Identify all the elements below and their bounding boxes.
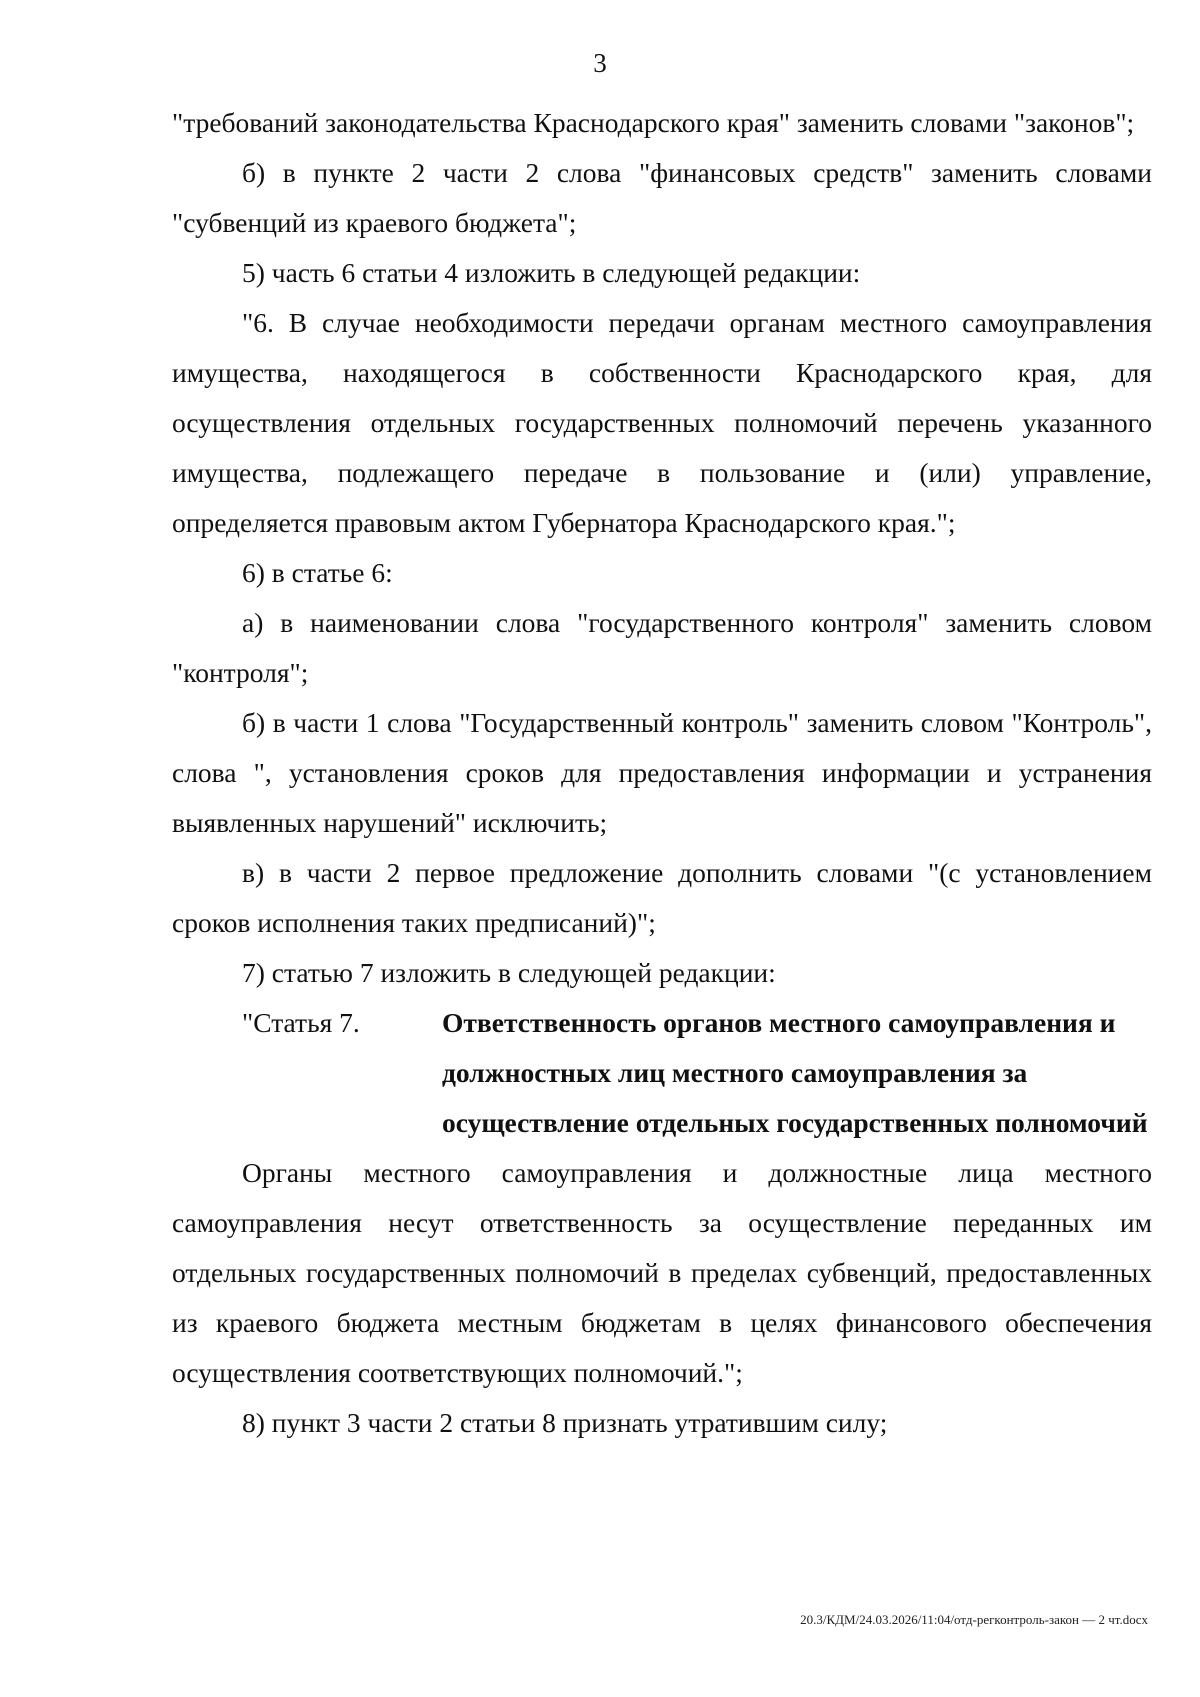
paragraph-quoted-part-6: "6. В случае необходимости передачи органам местного самоуправления имущества, находящегося в собственности Краснодарского края, для осуществления отдельных государственных полномочий перечень указанного имущества, подлежащего передаче в пользование и (или) управление, определяется правовым актом Губернатора Краснодарского края."; bbox=[172, 307, 1152, 538]
paragraph-item-8: 8) пункт 3 части 2 статьи 8 признать утратившим силу; bbox=[242, 1407, 888, 1438]
paragraph-continuation: "требований законодательства Краснодарского края" заменить словами "законов"; bbox=[172, 107, 1135, 138]
article-title: Ответственность органов местного самоуправления и должностных лиц местного самоуправления за осуществление отдельных государственных полномочий bbox=[442, 1007, 1148, 1138]
paragraph-item-b-point-2: б) в пункте 2 части 2 слова "финансовых средств" заменить словами "субвенций из краевого бюджета"; bbox=[172, 157, 1152, 238]
paragraph-item-a: а) в наименовании слова "государственного контроля" заменить словом "контроля"; bbox=[172, 607, 1152, 688]
paragraph-item-7: 7) статью 7 изложить в следующей редакции: bbox=[242, 957, 776, 988]
paragraph-item-6: 6) в статье 6: bbox=[242, 557, 393, 588]
page-number: 3 bbox=[593, 48, 607, 78]
paragraph-item-b-part-1: б) в части 1 слова "Государственный контроль" заменить словом "Контроль", слова ", установления сроков для предоставления информации и устранения выявленных нарушений" исключить; bbox=[172, 707, 1152, 838]
paragraph-article-7-body: Органы местного самоуправления и должностные лица местного самоуправления несут ответственность за осуществление переданных им отдельных государственных полномочий в пределах субвенций, предоставленных из краевого бюджета местным бюджетам в целях финансового обеспечения осуществления соответствующих полномочий."; bbox=[172, 1157, 1152, 1388]
article-heading bbox=[172, 998, 1152, 1148]
paragraph-item-v: в) в части 2 первое предложение дополнить словами "(с установлением сроков исполнения таких предписаний)"; bbox=[172, 857, 1152, 938]
file-stamp-footer: 20.3/КДМ/24.03.2026/11:04/отд-регконтроль-закон — 2 чт.docx bbox=[800, 1612, 1148, 1627]
paragraph-item-5: 5) часть 6 статьи 4 изложить в следующей редакции: bbox=[242, 257, 861, 288]
document-body bbox=[172, 98, 1152, 1448]
article-number: "Статья 7. bbox=[242, 1007, 360, 1038]
